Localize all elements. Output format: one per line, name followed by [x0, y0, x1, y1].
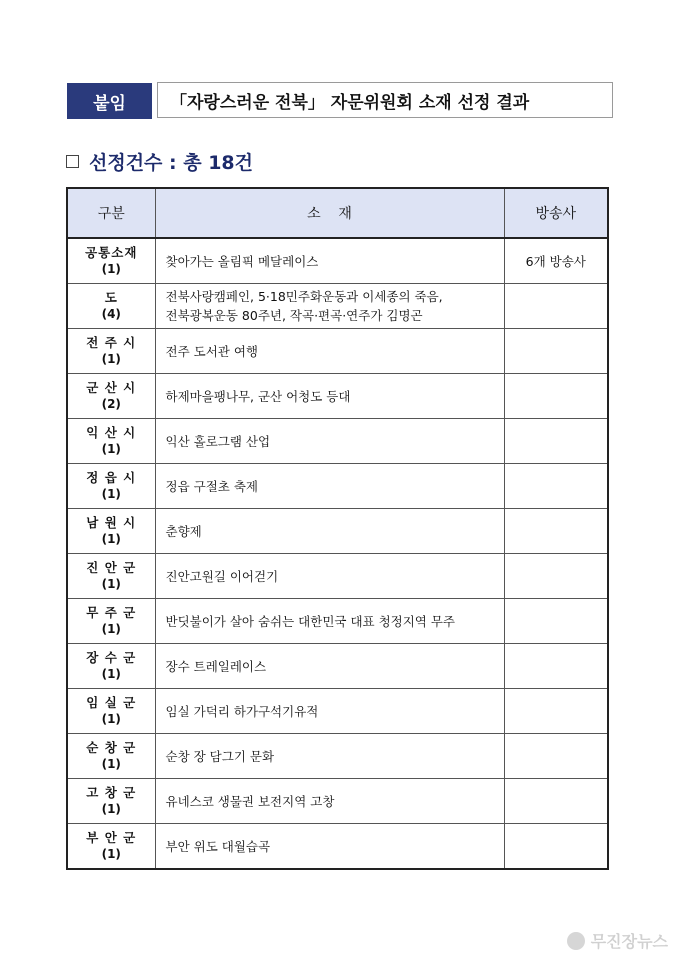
table-row: [67, 824, 608, 870]
table-row: [67, 374, 608, 419]
category-cell: [67, 824, 155, 870]
category-cell: [67, 509, 155, 554]
category-cell: [67, 464, 155, 509]
category-name: 순 창 군: [86, 740, 137, 755]
table-row: [67, 689, 608, 734]
table-row: [67, 599, 608, 644]
category-count: (1): [101, 622, 121, 636]
subject-cell: 정읍 구절초 축제: [155, 464, 504, 509]
category-cell: [67, 284, 155, 329]
category-name: 도: [104, 290, 118, 305]
section-heading-text: 선정건수 : 총 18건: [89, 151, 254, 174]
category-count: (1): [101, 262, 121, 276]
broadcaster-cell: [504, 689, 608, 734]
category-name: 군 산 시: [86, 380, 137, 395]
table-row: [67, 329, 608, 374]
subject-cell: 익산 홀로그램 산업: [155, 419, 504, 464]
subject-cell: 전북사랑캠페인, 5·18민주화운동과 이세종의 죽음, 전북광복운동 80주년, 작곡·편곡·연주가 김명곤: [155, 284, 504, 329]
category-name: 공통소재: [85, 245, 138, 260]
subject-cell: 춘향제: [155, 509, 504, 554]
category-name: 익 산 시: [86, 425, 137, 440]
broadcaster-cell: [504, 554, 608, 599]
broadcaster-cell: [504, 464, 608, 509]
category-count: (1): [101, 532, 121, 546]
category-count: (4): [101, 307, 121, 321]
category-count: (1): [101, 757, 121, 771]
category-name: 전 주 시: [86, 335, 137, 350]
subject-cell: 진안고원길 이어걷기: [155, 554, 504, 599]
subject-cell: 하제마을팽나무, 군산 어청도 등대: [155, 374, 504, 419]
category-count: (1): [101, 712, 121, 726]
broadcaster-cell: [504, 824, 608, 870]
category-count: (1): [101, 352, 121, 366]
category-cell: [67, 554, 155, 599]
category-count: (1): [101, 442, 121, 456]
category-name: 고 창 군: [86, 785, 137, 800]
category-count: (1): [101, 577, 121, 591]
subject-cell: 부안 위도 대월습곡: [155, 824, 504, 870]
table-row: [67, 238, 608, 284]
category-cell: [67, 238, 155, 284]
subject-cell: 전주 도서관 여행: [155, 329, 504, 374]
broadcaster-cell: [504, 374, 608, 419]
category-name: 장 수 군: [86, 650, 137, 665]
table-row: [67, 509, 608, 554]
subject-cell: 찾아가는 올림픽 메달레이스: [155, 238, 504, 284]
table-header-row: [67, 188, 608, 238]
category-name: 정 읍 시: [86, 470, 137, 485]
column-header-category: 구분: [67, 188, 155, 238]
broadcaster-cell: [504, 329, 608, 374]
broadcaster-cell: 6개 방송사: [504, 238, 608, 284]
subject-cell: 임실 가덕리 하가구석기유적: [155, 689, 504, 734]
selection-results-table: [66, 187, 609, 870]
category-count: (1): [101, 667, 121, 681]
broadcaster-cell: [504, 734, 608, 779]
category-count: (1): [101, 487, 121, 501]
category-cell: [67, 419, 155, 464]
category-name: 진 안 군: [86, 560, 137, 575]
section-heading: [66, 148, 253, 174]
subject-cell: 순창 장 담그기 문화: [155, 734, 504, 779]
table-row: [67, 644, 608, 689]
broadcaster-cell: [504, 644, 608, 689]
category-name: 부 안 군: [86, 830, 137, 845]
broadcaster-cell: [504, 509, 608, 554]
category-cell: [67, 329, 155, 374]
column-header-subject: 소 재: [155, 188, 504, 238]
subject-cell: 장수 트레일레이스: [155, 644, 504, 689]
category-cell: [67, 779, 155, 824]
broadcaster-cell: [504, 284, 608, 329]
watermark-text: 무진장뉴스: [590, 932, 668, 951]
table-row: [67, 779, 608, 824]
table-row: [67, 284, 608, 329]
category-count: (2): [101, 397, 121, 411]
category-cell: [67, 599, 155, 644]
table-row: [67, 464, 608, 509]
table-body: [67, 238, 608, 869]
table-row: [67, 554, 608, 599]
column-header-broadcaster: 방송사: [504, 188, 608, 238]
category-count: (1): [101, 802, 121, 816]
category-name: 남 원 시: [86, 515, 137, 530]
subject-cell: 유네스코 생물권 보전지역 고창: [155, 779, 504, 824]
logo-icon: [567, 932, 585, 950]
broadcaster-cell: [504, 599, 608, 644]
broadcaster-cell: [504, 779, 608, 824]
table-row: [67, 734, 608, 779]
watermark: [567, 929, 668, 952]
category-cell: [67, 374, 155, 419]
category-cell: [67, 644, 155, 689]
document-title: 「자랑스러운 전북」 자문위원회 소재 선정 결과: [157, 82, 613, 118]
category-name: 임 실 군: [86, 695, 137, 710]
category-cell: [67, 689, 155, 734]
subject-cell: 반딧불이가 살아 숨쉬는 대한민국 대표 청정지역 무주: [155, 599, 504, 644]
category-cell: [67, 734, 155, 779]
broadcaster-cell: [504, 419, 608, 464]
table-row: [67, 419, 608, 464]
attachment-badge: 붙임: [67, 83, 152, 119]
category-count: (1): [101, 847, 121, 861]
category-name: 무 주 군: [86, 605, 137, 620]
checkbox-icon: [66, 155, 79, 168]
